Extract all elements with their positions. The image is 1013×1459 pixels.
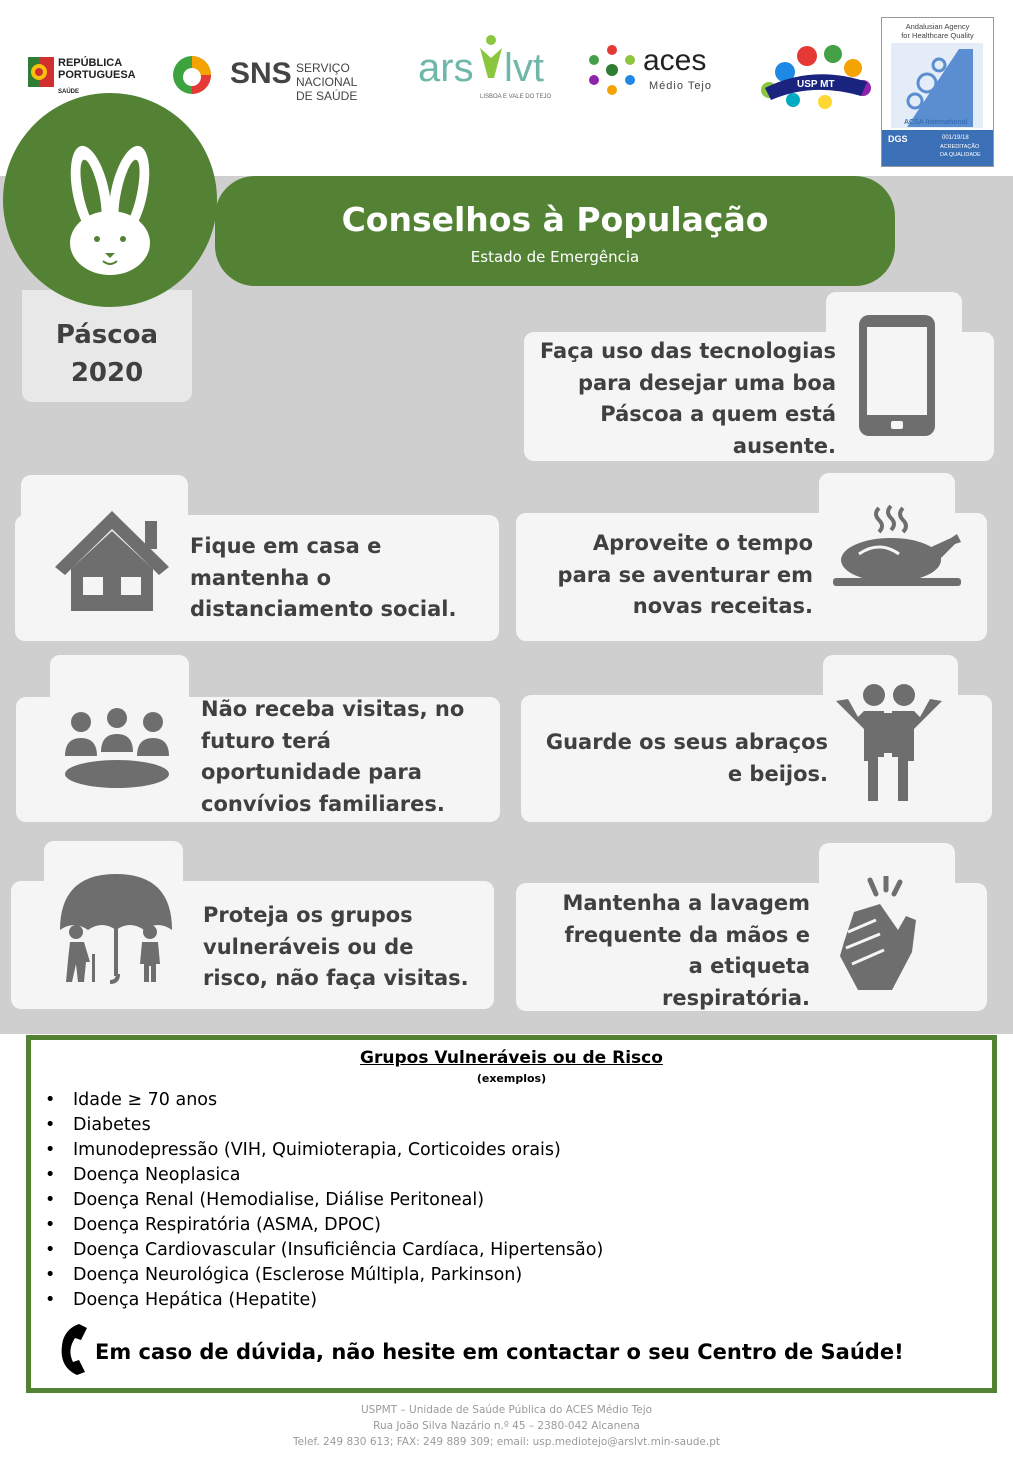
title-banner bbox=[215, 176, 895, 286]
card-visits-text bbox=[201, 694, 496, 820]
footer-line: Telef. 249 830 613; FAX: 249 889 309; email: usp.mediotejo@arslvt.min-saude.pt bbox=[292, 1436, 721, 1448]
logo-line: for Healthcare Quality bbox=[901, 31, 974, 40]
logo-word: lvt bbox=[504, 46, 544, 90]
acsa-brand: ACSA International bbox=[904, 119, 968, 126]
card-line: a etiqueta bbox=[688, 954, 810, 978]
card-line: para se aventurar em bbox=[557, 562, 813, 587]
card-line: ausente. bbox=[732, 433, 836, 458]
card-line: Mantenha a lavagem bbox=[562, 891, 810, 915]
ars-figure-icon bbox=[478, 34, 504, 78]
logo-word: aces bbox=[643, 44, 707, 77]
risk-groups-list bbox=[43, 1088, 603, 1313]
card-line: e beijos. bbox=[727, 761, 828, 786]
list-item: • Doença Hepática (Hepatite) bbox=[43, 1288, 603, 1313]
card-protect-text bbox=[203, 900, 488, 995]
smartphone-icon bbox=[857, 313, 937, 438]
clapping-hands-icon bbox=[836, 876, 926, 996]
logo-line: SAÚDE bbox=[58, 89, 80, 95]
sns-emblem-icon bbox=[172, 55, 212, 95]
logo-tagline: LISBOA E VALE DO TEJO bbox=[480, 94, 552, 100]
bunny-emblem bbox=[3, 93, 217, 307]
card-line: futuro terá bbox=[201, 728, 331, 753]
card-hugs-text bbox=[521, 727, 828, 790]
sns-logo bbox=[172, 55, 392, 103]
list-item: • Doença Cardiovascular (Insuficiência Cardíaca, Hipertensão) bbox=[43, 1238, 603, 1263]
card-line: frequente da mãos e bbox=[564, 922, 810, 947]
list-item: • Idade ≥ 70 anos bbox=[43, 1088, 603, 1113]
card-recipes-text bbox=[520, 528, 813, 623]
card-line: Fique em casa e bbox=[190, 534, 382, 558]
phone-icon bbox=[57, 1322, 91, 1376]
ars-lvt-logo bbox=[418, 34, 558, 104]
acsa-code: 001/19/18 bbox=[942, 135, 969, 141]
aces-logo bbox=[585, 42, 720, 102]
logo-word: ars bbox=[418, 46, 474, 90]
group-meeting-icon bbox=[61, 708, 173, 788]
contact-call-to-action: Em caso de dúvida, não hesite em contactar o seu Centro de Saúde! bbox=[95, 1340, 904, 1364]
card-line: convívios familiares. bbox=[201, 791, 445, 816]
card-line: Aproveite o tempo bbox=[592, 531, 813, 555]
card-line: Proteja os grupos bbox=[203, 903, 413, 927]
acsa-emblem-icon bbox=[887, 43, 987, 128]
card-line: novas receitas. bbox=[632, 594, 813, 618]
card-line: mantenha o bbox=[190, 565, 332, 590]
roast-chicken-icon bbox=[833, 504, 963, 589]
card-wash-text bbox=[520, 888, 810, 1014]
logo-line: DE SAÚDE bbox=[296, 89, 358, 103]
aces-emblem-icon bbox=[585, 42, 640, 97]
bunny-icon bbox=[3, 93, 217, 307]
card-line: distanciamento social. bbox=[190, 597, 457, 621]
dgs-label: DGS bbox=[888, 134, 908, 144]
logo-line: SERVIÇO NACIONAL bbox=[296, 61, 358, 89]
list-item: • Diabetes bbox=[43, 1113, 603, 1138]
usp-mt-emblem-icon bbox=[755, 42, 873, 112]
page-subtitle: Estado de Emergência bbox=[470, 248, 640, 266]
risk-groups-title: Grupos Vulneráveis ou de Risco bbox=[360, 1048, 663, 1068]
page-title: Conselhos à População bbox=[341, 200, 769, 239]
card-line: vulneráveis ou de bbox=[203, 934, 414, 959]
logo-line: PORTUGUESA bbox=[58, 69, 136, 81]
list-item: • Doença Respiratória (ASMA, DPOC) bbox=[43, 1213, 603, 1238]
card-line: para desejar uma boa bbox=[577, 370, 836, 395]
card-line: risco, não faça visitas. bbox=[203, 966, 469, 990]
logo-line: REPÚBLICA bbox=[58, 57, 123, 69]
house-icon bbox=[51, 507, 173, 612]
footer-line: Rua João Silva Nazário n.º 45 – 2380-042 Alcanena bbox=[373, 1420, 640, 1432]
sns-abbr: SNS bbox=[230, 57, 292, 90]
footer bbox=[0, 1402, 1013, 1450]
card-home-text bbox=[190, 531, 490, 626]
logo-tagline: Médio Tejo bbox=[649, 80, 712, 92]
badge-line: Páscoa bbox=[55, 320, 159, 350]
footer-line: USPMT – Unidade de Saúde Pública do ACES Médio Tejo bbox=[360, 1404, 653, 1416]
logo-word: USP MT bbox=[797, 79, 835, 90]
coat-of-arms-icon bbox=[28, 57, 54, 87]
umbrella-protection-icon bbox=[56, 870, 176, 985]
card-line: Páscoa a quem está bbox=[600, 402, 836, 426]
list-item: • Doença Neoplasica bbox=[43, 1163, 603, 1188]
hugging-people-icon bbox=[834, 683, 944, 803]
card-line: respiratória. bbox=[661, 985, 810, 1010]
badge-line: 2020 bbox=[70, 358, 144, 388]
card-line: Guarde os seus abraços bbox=[545, 730, 828, 754]
list-item: • Doença Neurológica (Esclerose Múltipla, Parkinson) bbox=[43, 1263, 603, 1288]
risk-groups-box bbox=[26, 1035, 997, 1393]
logo-line: Andalusian Agency bbox=[905, 22, 970, 31]
acsa-logo bbox=[881, 17, 994, 167]
acsa-cert: ACREDITAÇÃO bbox=[940, 144, 980, 150]
risk-groups-subtitle: (exemplos) bbox=[476, 1072, 547, 1085]
list-item: • Imunodepressão (VIH, Quimioterapia, Corticoides orais) bbox=[43, 1138, 603, 1163]
card-technology-text bbox=[524, 336, 836, 462]
list-item: • Doença Renal (Hemodialise, Diálise Peritoneal) bbox=[43, 1188, 603, 1213]
card-line: Faça uso das tecnologias bbox=[539, 339, 836, 363]
card-line: oportunidade para bbox=[201, 760, 422, 784]
usp-mt-logo bbox=[755, 42, 873, 112]
acsa-cert: DA QUALIDADE bbox=[940, 152, 981, 158]
card-line: Não receba visitas, no bbox=[201, 697, 465, 721]
